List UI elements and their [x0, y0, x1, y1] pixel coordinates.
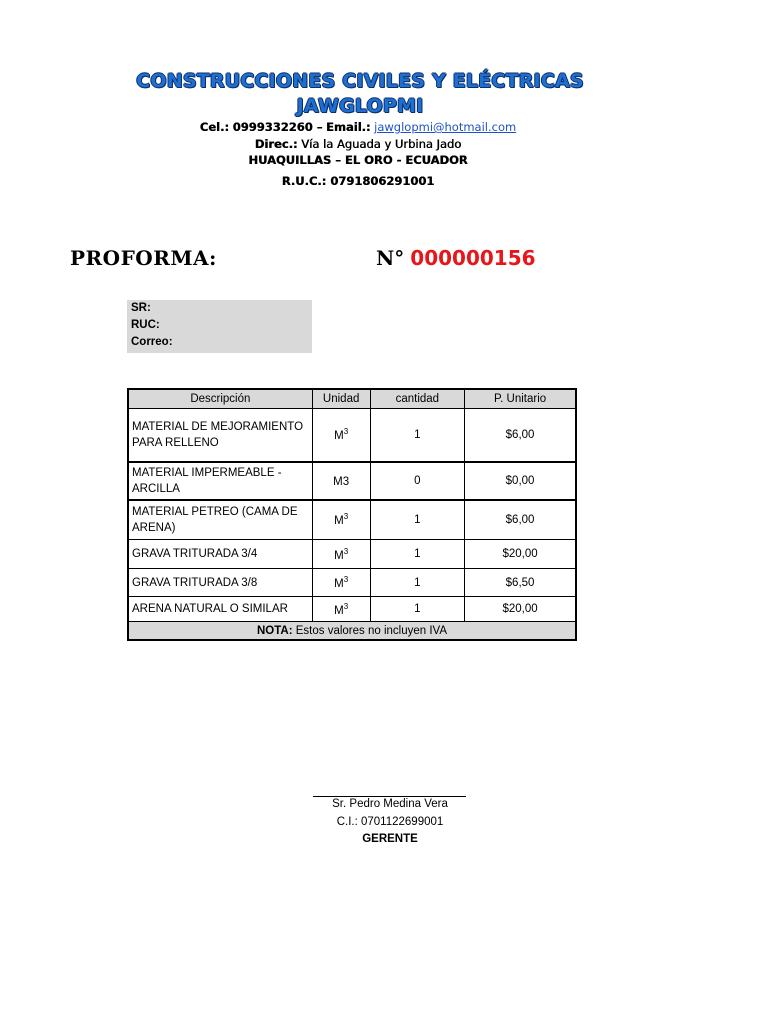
row-price: $6,50: [465, 569, 576, 597]
header-descripcion: Descripción: [128, 389, 312, 409]
number-value: 000000156: [410, 246, 536, 270]
row-price: $20,00: [465, 540, 576, 569]
client-ruc-label: RUC:: [131, 319, 160, 331]
row-price: $0,00: [465, 462, 576, 500]
row-desc: ARENA NATURAL O SIMILAR: [128, 597, 312, 622]
proforma-title: PROFORMA:: [70, 246, 217, 270]
row-desc: GRAVA TRITURADA 3/8: [128, 569, 312, 597]
row-qty: 1: [370, 597, 465, 622]
row-unit: $M^3$: [312, 597, 370, 622]
table-row: [128, 569, 576, 597]
client-email-label: Correo:: [131, 336, 173, 348]
items-table: [127, 388, 577, 641]
cel-value: 0999332260 –: [232, 120, 323, 134]
dir-value: Vía la Aguada y Urbina Jado: [301, 137, 462, 151]
contact-city: HUAQUILLAS – EL ORO - ECUADOR: [248, 153, 468, 167]
row-unit: $M^3$: [312, 540, 370, 569]
table-row: [128, 500, 576, 540]
note-label: NOTA:: [256, 624, 293, 637]
dir-label: Direc.:: [254, 137, 298, 151]
note-row: [128, 622, 576, 641]
header-precio: P. Unitario: [465, 389, 576, 409]
row-desc: MATERIAL PETREO (CAMA DE ARENA): [128, 500, 312, 540]
table-row: [128, 597, 576, 622]
signer-name: Sr. Pedro Medina Vera: [332, 798, 448, 810]
row-qty: 1: [370, 540, 465, 569]
row-price: $20,00: [465, 597, 576, 622]
client-sr-label: SR:: [131, 302, 151, 314]
row-price: $6,00: [465, 409, 576, 462]
row-qty: 0: [370, 462, 465, 500]
contact-phone-email: [0, 120, 716, 134]
email-label: Email.:: [326, 120, 371, 134]
table-row: [128, 409, 576, 462]
row-unit: $M^3$: [312, 500, 370, 540]
row-unit: $M^3$: [312, 409, 370, 462]
row-desc: MATERIAL DE MEJORAMIENTO PARA RELLENO: [128, 409, 312, 462]
table-row: [128, 540, 576, 569]
row-desc: GRAVA TRITURADA 3/4: [128, 540, 312, 569]
signature-line: [313, 796, 466, 797]
company-name: CONSTRUCCIONES CIVILES Y ELÉCTRICAS: [136, 70, 584, 92]
signer-role: GERENTE: [362, 833, 418, 845]
note-cell: [128, 622, 576, 641]
contact-address: [0, 137, 716, 151]
number-prefix: N°: [376, 246, 405, 270]
row-unit: $M^3$: [312, 569, 370, 597]
table-header-row: [128, 389, 576, 409]
row-desc: MATERIAL IMPERMEABLE - ARCILLA: [128, 462, 312, 500]
company-brand: JAWGLOPMI: [296, 95, 424, 117]
note-text: Estos valores no incluyen IVA: [295, 624, 448, 637]
signer-ci: C.I.: 0701122699001: [336, 816, 444, 828]
table-row: [128, 462, 576, 500]
row-qty: 1: [370, 500, 465, 540]
cel-label: Cel.:: [199, 120, 229, 134]
email-link[interactable]: jawglopmi@hotmail.com: [374, 120, 517, 134]
row-qty: 1: [370, 409, 465, 462]
row-unit: M3: [312, 462, 370, 500]
row-price: $6,00: [465, 500, 576, 540]
header-cantidad: cantidad: [370, 389, 465, 409]
header-unidad: Unidad: [312, 389, 370, 409]
client-info-box: [127, 300, 312, 353]
proforma-number: [376, 246, 536, 270]
row-qty: 1: [370, 569, 465, 597]
company-ruc: R.U.C.: 0791806291001: [281, 174, 435, 188]
